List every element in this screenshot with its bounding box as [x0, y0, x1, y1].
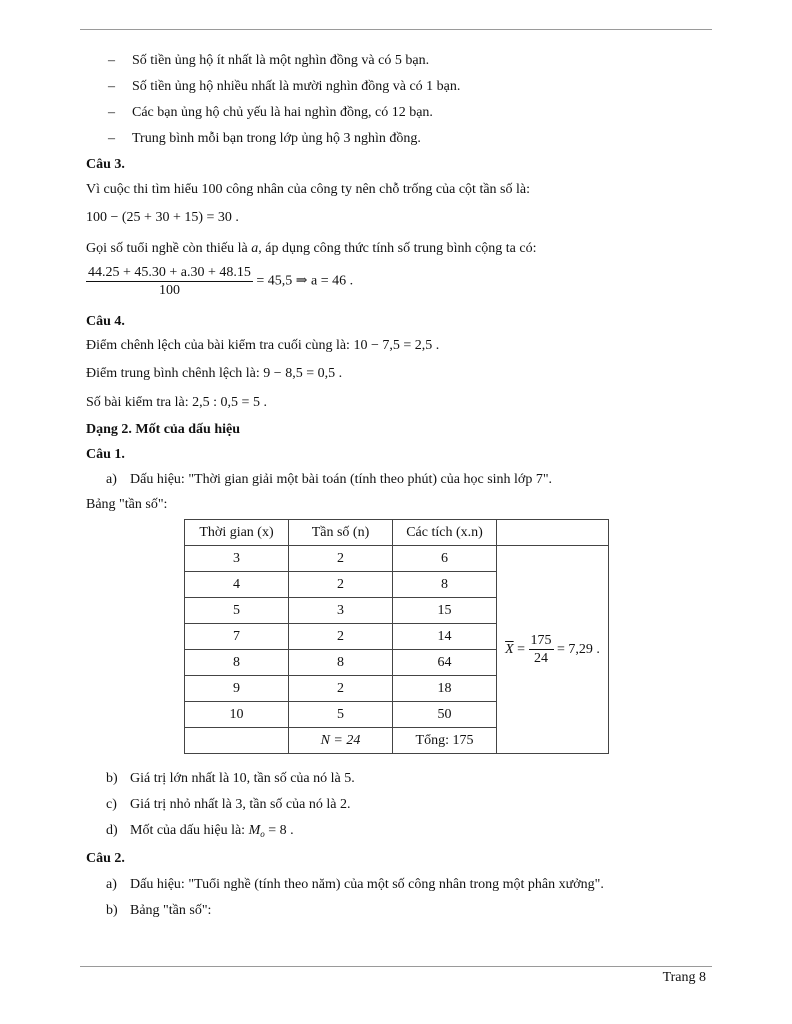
- table-cell: 7: [185, 624, 289, 650]
- table-cell: 2: [289, 572, 393, 598]
- cau4-line1: Điểm chênh lệch của bài kiểm tra cuối cùng là: 10 − 7,5 = 2,5 .: [86, 338, 440, 353]
- table-cell: 3: [185, 546, 289, 572]
- cau1-part-d: d) Mốt của dấu hiệu là: $M_o = 8$ .: [106, 823, 294, 839]
- header-cell: Các tích (x.n): [393, 520, 497, 546]
- table-cell: 8: [289, 650, 393, 676]
- bullet-item: – Trung bình mỗi bạn trong lớp ủng hộ 3 nghìn đồng.: [108, 131, 421, 146]
- footer-rule: [80, 966, 712, 967]
- total-product: Tổng: 175: [393, 728, 497, 754]
- table-row: [185, 546, 609, 572]
- cau2-part-a: a) Dấu hiệu: "Tuổi nghề (tính theo năm) của một số công nhân trong một phân xưởng".: [106, 877, 604, 892]
- cau2-part-b: b) Bảng "tần số":: [106, 903, 212, 918]
- table-header-row: [185, 520, 609, 546]
- table-cell: 5: [185, 598, 289, 624]
- table-cell: 2: [289, 624, 393, 650]
- table-cell: 18: [393, 676, 497, 702]
- header-rule: [80, 29, 712, 30]
- cau2-heading: Câu 2.: [86, 851, 125, 866]
- cau3-eq2: $\frac{44.25 + 45.30 + a.30 + 48.15}{100}$ = 45,5 ⇒ a = 46 .: [88, 265, 354, 298]
- cau1-part-a: a) Dấu hiệu: "Thời gian giải một bài toán (tính theo phút) của học sinh lớp 7".: [106, 472, 553, 487]
- cau1-part-c: c) Giá trị nhỏ nhất là 3, tần số của nó là 2.: [106, 797, 351, 812]
- mean-formula: $\overline{X}$ = $\frac{175}{24}$ = 7,29 .: [505, 633, 600, 666]
- fraction: $\frac{175}{24}$: [530, 633, 552, 666]
- table-cell: 8: [185, 650, 289, 676]
- total-frequency: N = 24: [289, 728, 393, 754]
- table-cell: 4: [185, 572, 289, 598]
- page-number: Trang 8: [662, 970, 706, 985]
- mean-cell: [497, 546, 609, 754]
- cau3-eq1: 100 − (25 + 30 + 15) = 30 .: [86, 210, 239, 225]
- table-cell: 9: [185, 676, 289, 702]
- table-cell: 5: [289, 702, 393, 728]
- table-cell: 6: [393, 546, 497, 572]
- cau3-heading: Câu 3.: [86, 157, 125, 172]
- table-cell: 2: [289, 546, 393, 572]
- table-cell: 50: [393, 702, 497, 728]
- cau4-line2: Điểm trung bình chênh lệch là: 9 − 8,5 = 0,5 .: [86, 366, 343, 381]
- table-cell: 2: [289, 676, 393, 702]
- bullet-item: – Các bạn ủng hộ chủ yếu là hai nghìn đồng, có 12 bạn.: [108, 105, 433, 120]
- cau1-heading: Câu 1.: [86, 447, 125, 462]
- bullet-item: – Số tiền ủng hộ ít nhất là một nghìn đồng và có 5 bạn.: [108, 53, 430, 68]
- cau1-part-b: b) Giá trị lớn nhất là 10, tần số của nó là 5.: [106, 771, 355, 786]
- table-cell: [185, 728, 289, 754]
- table-cell: 14: [393, 624, 497, 650]
- table-cell: 15: [393, 598, 497, 624]
- table-intro: Bảng "tần số":: [86, 497, 168, 512]
- table-cell: 10: [185, 702, 289, 728]
- cau4-line3: Số bài kiểm tra là: 2,5 : 0,5 = 5 .: [86, 395, 267, 410]
- fraction: $\frac{44.25 + 45.30 + a.30 + 48.15}{100}$: [88, 265, 251, 298]
- frequency-table: [184, 519, 609, 754]
- header-cell: Thời gian (x): [185, 520, 289, 546]
- cau3-text2: Gọi số tuổi nghề còn thiếu là a, áp dụng công thức tính số trung bình cộng ta có:: [86, 241, 537, 256]
- cau4-heading: Câu 4.: [86, 314, 125, 329]
- header-cell: [497, 520, 609, 546]
- table-cell: 64: [393, 650, 497, 676]
- cau3-text1: Vì cuộc thi tìm hiểu 100 công nhân của công ty nên chỗ trống của cột tần số là:: [86, 182, 530, 197]
- section-heading: Dạng 2. Mốt của dấu hiệu: [86, 422, 241, 437]
- table-cell: 8: [393, 572, 497, 598]
- table-cell: 3: [289, 598, 393, 624]
- bullet-item: – Số tiền ủng hộ nhiều nhất là mười nghìn đồng và có 1 bạn.: [108, 79, 461, 94]
- header-cell: Tần số (n): [289, 520, 393, 546]
